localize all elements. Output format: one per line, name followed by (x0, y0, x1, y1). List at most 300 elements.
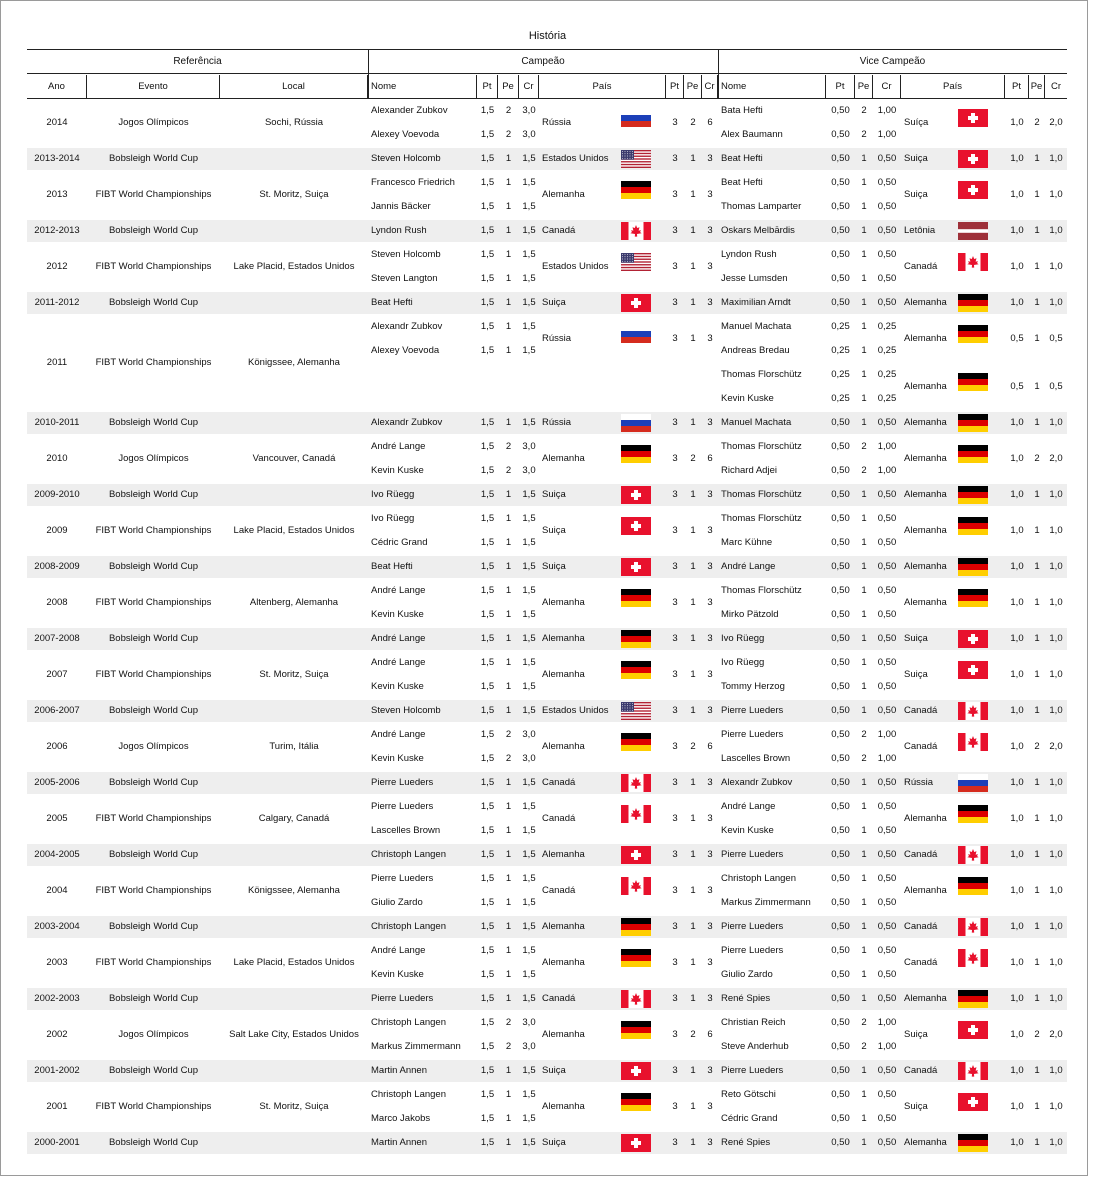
cell-local: Turim, Itália (269, 741, 319, 752)
champion-total-pt: 3 (672, 561, 678, 572)
vice-total-pt: 1,0 (1010, 561, 1024, 572)
vice-pe: 1 (861, 249, 867, 260)
vice-cr: 0,50 (877, 873, 897, 884)
champion-pt: 1,5 (480, 849, 495, 860)
champion-cr: 1,5 (522, 273, 536, 284)
vice-total-pt: 1,0 (1010, 885, 1024, 896)
champion-cr: 1,5 (522, 177, 536, 188)
vice-total-pe: 1 (1034, 705, 1040, 716)
vice-nome: Thomas Florschütz (721, 513, 802, 524)
vice-pe: 2 (861, 1017, 867, 1028)
vice-total-cr: 1,0 (1049, 189, 1063, 200)
champion-nome: Ivo Rüegg (371, 513, 415, 524)
champion-nome: Francesco Friedrich (371, 177, 455, 188)
vice-nome: Beat Hefti (721, 153, 763, 164)
germany-flag-icon (958, 517, 988, 535)
champion-total-pt: 3 (672, 885, 678, 896)
cell-evento: FIBT World Championships (95, 885, 212, 896)
vice-pais: Alemanha (904, 333, 947, 344)
vice-nome: Steve Anderhub (721, 1041, 789, 1052)
vice-cr: 0,50 (877, 489, 897, 500)
champion-cr: 1,5 (522, 561, 536, 572)
vice-cr: 1,00 (877, 129, 897, 140)
vice-total-cr: 2,0 (1049, 453, 1063, 464)
champion-pt: 1,5 (480, 753, 495, 764)
champion-pais: Alemanha (542, 597, 585, 608)
champion-pe: 1 (505, 513, 512, 524)
vice-pt: 0,25 (831, 321, 850, 332)
champion-pt: 1,5 (480, 321, 495, 332)
vice-cr: 0,25 (877, 393, 897, 404)
canada-flag-icon (621, 877, 651, 895)
switzerland-flag-icon (621, 1062, 651, 1080)
champion-nome: Martin Annen (371, 1065, 427, 1076)
vice-pe: 1 (861, 945, 867, 956)
vice-pt: 0,50 (831, 489, 850, 500)
champion-nome: Pierre Lueders (371, 801, 434, 812)
champion-total-cr: 3 (707, 297, 713, 308)
champion-cr: 1,5 (522, 513, 536, 524)
champion-nome: Steven Holcomb (371, 705, 441, 716)
champion-cr: 1,5 (522, 345, 536, 356)
vice-pt: 0,50 (831, 513, 850, 524)
canada-flag-icon (958, 702, 988, 720)
vice-total-pt: 1,0 (1010, 957, 1024, 968)
vice-pais: Alemanha (904, 489, 947, 500)
champion-pais: Alemanha (542, 1101, 585, 1112)
cell-ano: 2000-2001 (34, 1137, 80, 1148)
vice-pe: 1 (861, 1065, 867, 1076)
column-header-cr: Cr (702, 75, 718, 98)
champion-total-pt: 3 (672, 525, 678, 536)
vice-pt: 0,50 (831, 1065, 850, 1076)
vice-pt: 0,50 (831, 777, 850, 788)
champion-cr: 1,5 (522, 897, 536, 908)
cell-evento: Bobsleigh World Cup (108, 849, 199, 860)
vice-nome: Marc Kühne (721, 537, 773, 548)
vice-nome: Lascelles Brown (721, 753, 791, 764)
champion-cr: 1,5 (522, 945, 536, 956)
champion-total-pe: 2 (690, 741, 696, 752)
vice-cr: 0,50 (877, 273, 897, 284)
vice-total-pt: 1,0 (1010, 189, 1024, 200)
vice-nome: Bata Hefti (721, 105, 763, 116)
champion-total-pe: 1 (690, 885, 696, 896)
cell-local: Lake Placid, Estados Unidos (233, 525, 355, 536)
vice-nome: Markus Zimmermann (721, 897, 811, 908)
vice-pe: 1 (861, 1089, 867, 1100)
champion-nome: André Lange (371, 657, 426, 668)
champion-pe: 1 (505, 1113, 512, 1124)
champion-pais: Rússia (542, 117, 572, 128)
champion-total-pe: 1 (690, 921, 696, 932)
vice-total-pe: 1 (1034, 813, 1040, 824)
germany-flag-icon (958, 877, 988, 895)
vice-pt: 0,50 (831, 441, 850, 452)
champion-total-pe: 1 (690, 261, 696, 272)
switzerland-flag-icon (621, 517, 651, 535)
champion-cr: 1,5 (522, 201, 536, 212)
column-header-pt: Pt (666, 75, 684, 98)
cell-local: Vancouver, Canadá (252, 453, 336, 464)
champion-pe: 1 (505, 297, 512, 308)
cell-local: Lake Placid, Estados Unidos (233, 957, 355, 968)
champion-cr: 1,5 (522, 825, 536, 836)
vice-total-pt: 1,0 (1010, 117, 1024, 128)
cell-ano: 2010-2011 (34, 417, 80, 428)
cell-ano: 2010 (46, 453, 68, 464)
vice-nome: Reto Götschi (721, 1089, 776, 1100)
champion-total-pt: 3 (672, 153, 678, 164)
champion-cr: 1,5 (522, 705, 536, 716)
vice-nome: Thomas Florschütz (721, 441, 802, 452)
vice-pais: Suiça (904, 1101, 928, 1112)
vice-pt: 0,50 (831, 897, 850, 908)
vice-pais: Canadá (904, 261, 938, 272)
cell-ano: 2012 (46, 261, 68, 272)
champion-total-cr: 3 (707, 633, 713, 644)
vice-total-pt: 0,5 (1010, 333, 1024, 344)
champion-cr: 3,0 (522, 129, 536, 140)
champion-cr: 1,5 (522, 921, 536, 932)
russia-flag-icon (621, 325, 651, 343)
champion-pais: Canadá (542, 777, 576, 788)
vice-total-cr: 1,0 (1049, 993, 1063, 1004)
switzerland-flag-icon (621, 1134, 651, 1152)
vice-total-pt: 1,0 (1010, 921, 1024, 932)
champion-total-pt: 3 (672, 741, 678, 752)
vice-nome: Ivo Rüegg (721, 633, 765, 644)
vice-nome: André Lange (721, 801, 776, 812)
vice-pe: 1 (861, 177, 867, 188)
switzerland-flag-icon (621, 486, 651, 504)
champion-pe: 2 (505, 105, 512, 116)
cell-local: Salt Lake City, Estados Unidos (229, 1029, 359, 1040)
champion-nome: Beat Hefti (371, 561, 413, 572)
vice-pais: Canadá (904, 849, 938, 860)
vice-total-pt: 1,0 (1010, 849, 1024, 860)
vice-total-pe: 1 (1034, 633, 1040, 644)
cell-ano: 2005 (46, 813, 68, 824)
champion-nome: Christoph Langen (371, 1089, 446, 1100)
vice-pais: Alemanha (904, 453, 947, 464)
champion-cr: 1,5 (522, 585, 536, 596)
vice-pe: 1 (861, 849, 867, 860)
russia-flag-icon (621, 109, 651, 127)
champion-pt: 1,5 (480, 657, 495, 668)
cell-ano: 2009 (46, 525, 68, 536)
champion-pt: 1,5 (480, 441, 495, 452)
vice-pais: Suíça (904, 117, 929, 128)
vice-pt: 0,50 (831, 297, 850, 308)
vice-cr: 0,50 (877, 177, 897, 188)
vice-cr: 0,50 (877, 825, 897, 836)
champion-nome: Steven Holcomb (371, 153, 441, 164)
champion-pe: 1 (505, 225, 512, 236)
champion-pe: 1 (505, 1089, 512, 1100)
germany-flag-icon (621, 589, 651, 607)
vice-total-pt: 1,0 (1010, 669, 1024, 680)
champion-cr: 1,5 (522, 993, 536, 1004)
champion-pe: 1 (505, 993, 512, 1004)
vice-nome: René Spies (721, 993, 771, 1004)
vice-pt: 0,50 (831, 825, 850, 836)
champion-cr: 1,5 (522, 225, 536, 236)
vice-pe: 1 (861, 513, 867, 524)
column-header-nome: Nome (718, 75, 826, 98)
vice-total-cr: 1,0 (1049, 417, 1063, 428)
vice-pt: 0,50 (831, 417, 850, 428)
champion-nome: André Lange (371, 441, 426, 452)
vice-cr: 0,50 (877, 705, 897, 716)
vice-nome: Thomas Florschütz (721, 369, 802, 380)
vice-pt: 0,50 (831, 201, 850, 212)
champion-pt: 1,5 (480, 777, 495, 788)
champion-pais: Alemanha (542, 633, 585, 644)
vice-pt: 0,50 (831, 1017, 850, 1028)
champion-total-pe: 1 (690, 633, 696, 644)
champion-nome: Kevin Kuske (371, 609, 424, 620)
column-header-nome: Nome (368, 75, 477, 98)
champion-total-pt: 3 (672, 1065, 678, 1076)
champion-pt: 1,5 (480, 513, 495, 524)
vice-cr: 1,00 (877, 465, 897, 476)
champion-cr: 1,5 (522, 321, 536, 332)
switzerland-flag-icon (958, 630, 988, 648)
champion-total-pe: 1 (690, 189, 696, 200)
champion-nome: André Lange (371, 945, 426, 956)
germany-flag-icon (958, 414, 988, 432)
cell-ano: 2006 (46, 741, 68, 752)
champion-pt: 1,5 (480, 945, 495, 956)
champion-pais: Alemanha (542, 921, 585, 932)
champion-pais: Suiça (542, 489, 566, 500)
vice-total-pt: 1,0 (1010, 453, 1024, 464)
champion-nome: Lyndon Rush (371, 225, 427, 236)
germany-flag-icon (621, 630, 651, 648)
vice-total-pt: 1,0 (1010, 777, 1024, 788)
vice-total-pe: 1 (1034, 957, 1040, 968)
vice-total-pt: 1,0 (1010, 153, 1024, 164)
champion-total-pt: 3 (672, 417, 678, 428)
vice-total-pt: 1,0 (1010, 489, 1024, 500)
canada-flag-icon (621, 990, 651, 1008)
champion-nome: Christoph Langen (371, 1017, 446, 1028)
germany-flag-icon (621, 445, 651, 463)
cell-ano: 2006-2007 (34, 705, 80, 716)
vice-pe: 1 (861, 825, 867, 836)
champion-pe: 1 (505, 273, 512, 284)
group-header-campeao: Campeão (521, 56, 565, 67)
vice-pt: 0,25 (831, 393, 850, 404)
vice-nome: Christian Reich (721, 1017, 786, 1028)
germany-flag-icon (958, 1134, 988, 1152)
cell-ano: 2014 (46, 117, 68, 128)
champion-total-pt: 3 (672, 189, 678, 200)
champion-pe: 1 (505, 585, 512, 596)
vice-pt: 0,50 (831, 945, 850, 956)
column-header-cr: Cr (1050, 81, 1062, 92)
cell-ano: 2008-2009 (34, 561, 80, 572)
champion-pt: 1,5 (480, 345, 495, 356)
champion-total-cr: 3 (707, 1065, 713, 1076)
champion-pais: Rússia (542, 333, 572, 344)
vice-nome: Alex Baumann (721, 129, 783, 140)
canada-flag-icon (958, 949, 988, 967)
cell-ano: 2007-2008 (34, 633, 80, 644)
champion-total-pe: 1 (690, 489, 696, 500)
champion-pe: 1 (505, 609, 512, 620)
cell-local: St. Moritz, Suiça (259, 1101, 329, 1112)
champion-total-pe: 1 (690, 597, 696, 608)
vice-nome: Alexandr Zubkov (721, 777, 793, 788)
vice-total-pe: 2 (1034, 1029, 1040, 1040)
germany-flag-icon (621, 918, 651, 936)
cell-evento: Bobsleigh World Cup (108, 561, 199, 572)
cell-local: Altenberg, Alemanha (249, 597, 339, 608)
champion-total-pt: 3 (672, 813, 678, 824)
vice-total-cr: 1,0 (1049, 261, 1063, 272)
champion-total-cr: 3 (707, 849, 713, 860)
vice-total-pe: 1 (1034, 1137, 1040, 1148)
champion-pt: 1,5 (480, 1041, 495, 1052)
column-header-pe: Pe (855, 75, 873, 98)
champion-pt: 1,5 (480, 993, 495, 1004)
champion-total-cr: 3 (707, 225, 713, 236)
cell-evento: FIBT World Championships (95, 957, 212, 968)
vice-cr: 0,50 (877, 801, 897, 812)
vice-pe: 1 (861, 585, 867, 596)
champion-pe: 1 (505, 201, 512, 212)
vice-cr: 0,50 (877, 513, 897, 524)
vice-cr: 0,50 (877, 681, 897, 692)
canada-flag-icon (958, 846, 988, 864)
champion-cr: 3,0 (522, 753, 536, 764)
vice-pt: 0,50 (831, 657, 850, 668)
champion-total-cr: 3 (707, 669, 713, 680)
cell-ano: 2013-2014 (34, 153, 80, 164)
vice-total-pt: 1,0 (1010, 297, 1024, 308)
vice-pais: Suiça (904, 633, 928, 644)
vice-pt: 0,50 (831, 609, 850, 620)
vice-total-pe: 1 (1034, 381, 1040, 392)
switzerland-flag-icon (958, 661, 988, 679)
vice-total-cr: 1,0 (1049, 885, 1063, 896)
vice-nome: Maximilian Arndt (721, 297, 791, 308)
champion-pais: Alemanha (542, 669, 585, 680)
vice-pais: Canadá (904, 921, 938, 932)
vice-total-pe: 2 (1034, 453, 1040, 464)
vice-pt: 0,50 (831, 105, 850, 116)
vice-pais: Suiça (904, 189, 928, 200)
vice-pt: 0,50 (831, 849, 850, 860)
vice-total-pe: 1 (1034, 153, 1040, 164)
vice-total-pe: 1 (1034, 417, 1040, 428)
cell-ano: 2004-2005 (34, 849, 80, 860)
vice-pt: 0,50 (831, 705, 850, 716)
champion-pe: 1 (505, 633, 512, 644)
champion-pt: 1,5 (480, 1017, 495, 1028)
champion-total-cr: 3 (707, 189, 713, 200)
champion-total-pt: 3 (672, 957, 678, 968)
cell-evento: FIBT World Championships (95, 357, 212, 368)
champion-pais: Suiça (542, 525, 566, 536)
vice-nome: Christoph Langen (721, 873, 796, 884)
champion-total-cr: 3 (707, 153, 713, 164)
usa-flag-icon (621, 702, 651, 720)
vice-total-pt: 1,0 (1010, 597, 1024, 608)
vice-cr: 0,50 (877, 1089, 897, 1100)
vice-cr: 0,25 (877, 369, 897, 380)
champion-nome: Jannis Bäcker (371, 201, 431, 212)
vice-pe: 1 (861, 417, 867, 428)
vice-pais: Alemanha (904, 381, 947, 392)
champion-nome: Alexandr Zubkov (371, 417, 443, 428)
column-header-ano: Ano (27, 75, 87, 98)
column-header-pt: Pt (477, 75, 498, 98)
cell-ano: 2009-2010 (34, 489, 80, 500)
germany-flag-icon (958, 589, 988, 607)
vice-pt: 0,50 (831, 153, 850, 164)
vice-pt: 0,50 (831, 1113, 850, 1124)
vice-total-pe: 1 (1034, 525, 1040, 536)
cell-ano: 2005-2006 (34, 777, 80, 788)
champion-cr: 1,5 (522, 657, 536, 668)
cell-local: Königssee, Alemanha (248, 357, 340, 368)
switzerland-flag-icon (621, 294, 651, 312)
champion-cr: 1,5 (522, 1137, 536, 1148)
vice-pe: 1 (861, 345, 867, 356)
germany-flag-icon (958, 294, 988, 312)
vice-pe: 1 (861, 369, 867, 380)
vice-total-pe: 1 (1034, 225, 1040, 236)
champion-pais: Estados Unidos (542, 705, 609, 716)
vice-cr: 0,50 (877, 921, 897, 932)
champion-nome: Kevin Kuske (371, 969, 424, 980)
champion-pe: 2 (505, 1041, 512, 1052)
champion-nome: Pierre Lueders (371, 993, 434, 1004)
champion-total-cr: 3 (707, 993, 713, 1004)
vice-pe: 2 (861, 465, 867, 476)
champion-pt: 1,5 (480, 1113, 495, 1124)
vice-pt: 0,50 (831, 1089, 850, 1100)
champion-total-pe: 2 (690, 453, 696, 464)
vice-pe: 2 (861, 105, 867, 116)
vice-total-pt: 0,5 (1010, 381, 1024, 392)
champion-total-cr: 3 (707, 957, 713, 968)
vice-pt: 0,50 (831, 561, 850, 572)
champion-total-pt: 3 (672, 333, 678, 344)
champion-pt: 1,5 (480, 921, 495, 932)
champion-total-cr: 3 (707, 1101, 713, 1112)
vice-total-cr: 1,0 (1049, 633, 1063, 644)
champion-pe: 1 (505, 153, 512, 164)
column-header-pe: Pe (684, 75, 702, 98)
germany-flag-icon (958, 373, 988, 391)
vice-pe: 2 (861, 753, 867, 764)
vice-pt: 0,50 (831, 249, 850, 260)
champion-cr: 3,0 (522, 1041, 536, 1052)
vice-total-pt: 1,0 (1010, 525, 1024, 536)
canada-flag-icon (621, 222, 651, 240)
champion-total-pt: 3 (672, 849, 678, 860)
cell-ano: 2011-2012 (34, 297, 80, 308)
champion-total-cr: 6 (707, 453, 713, 464)
champion-pt: 1,5 (480, 177, 495, 188)
vice-pe: 2 (861, 129, 867, 140)
champion-total-pt: 3 (672, 489, 678, 500)
vice-pe: 1 (861, 1113, 867, 1124)
